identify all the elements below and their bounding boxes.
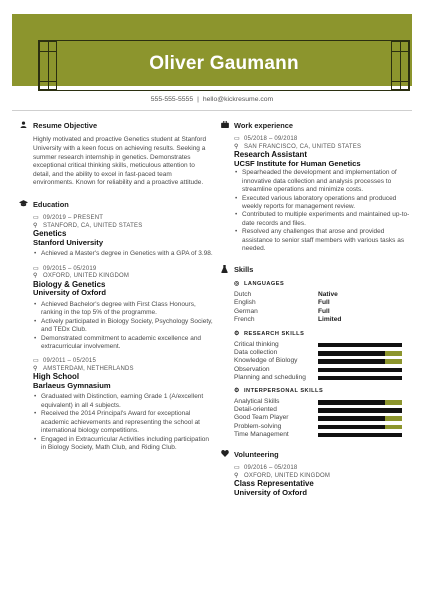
volunteering-title: Volunteering	[234, 450, 279, 460]
volunteer-org: University of Oxford	[234, 488, 307, 498]
languages-heading: ◎ LANGUAGES	[234, 280, 285, 288]
entry-dates: ▭ 09/2016 – 05/2018	[234, 465, 298, 472]
skill-row: Problem-solving	[234, 423, 414, 431]
skill-level-bar	[318, 408, 402, 413]
briefcase-icon	[219, 121, 230, 131]
graduation-cap-icon	[18, 200, 29, 210]
entry-location: ⚲ STANFORD, CA, UNITED STATES	[33, 222, 143, 229]
school: University of Oxford	[33, 288, 106, 298]
bullet: • Contributed to multiple experiments and maintained up-to-date records and files.	[234, 211, 414, 228]
skill-level-bar	[318, 368, 402, 373]
skill-row: Time Management	[234, 431, 414, 439]
skill-row: Analytical Skills	[234, 398, 414, 406]
entry-location: ⚲ SAN FRANCISCO, CA, UNITED STATES	[234, 143, 362, 150]
calendar-icon: ▭	[33, 265, 39, 272]
skill-row: Data collection	[234, 349, 414, 357]
language-row: German Full	[234, 307, 330, 315]
skill-level-bar	[318, 433, 402, 438]
skill-level-bar	[318, 376, 402, 381]
degree: Genetics	[33, 229, 67, 239]
skill-row: Critical thinking	[234, 341, 414, 349]
calendar-icon: ▭	[234, 465, 240, 472]
heart-icon	[219, 450, 230, 460]
location-pin-icon: ⚲	[33, 273, 38, 280]
skill-level-bar	[318, 425, 402, 430]
work-title: Work experience	[234, 121, 294, 131]
skill-level-bar	[318, 416, 402, 421]
entry-dates: ▭ 09/2019 – PRESENT	[33, 215, 104, 222]
calendar-icon: ▭	[33, 215, 39, 222]
header-divider	[12, 110, 412, 111]
entry-dates: ▭ 09/2011 – 05/2015	[33, 358, 97, 365]
education-entry	[33, 266, 213, 352]
entry-dates: ▭ 09/2015 – 05/2019	[33, 265, 97, 272]
skill-level-bar	[318, 400, 402, 405]
entry-bullets	[234, 169, 414, 253]
bullet: • Received the 2014 Principal's Award for exceptional academic achievements and representing the school at international biology competitions.	[33, 410, 213, 435]
right-column	[219, 121, 414, 504]
entry-location: ⚲ AMSTERDAM, NETHERLANDS	[33, 365, 134, 372]
education-title: Education	[33, 200, 69, 210]
employer: UCSF Institute for Human Genetics	[234, 158, 361, 168]
skill-row: Knowledge of Biology	[234, 357, 414, 365]
volunteering-heading	[219, 450, 414, 460]
education-entry	[33, 358, 213, 452]
education-entry	[33, 215, 213, 258]
school: Barlaeus Gymnasium	[33, 381, 111, 391]
volunteer-role: Class Representative	[234, 479, 314, 489]
skills-title: Skills	[234, 265, 254, 275]
person-icon	[18, 121, 29, 131]
bullet: • Achieved a Master's degree in Genetics with a GPA of 3.98.	[33, 250, 213, 258]
skill-level-bar	[318, 343, 402, 348]
globe-icon: ◎	[234, 280, 240, 287]
email: hello@kickresume.com	[202, 96, 274, 103]
language-row: English Full	[234, 299, 330, 307]
left-column	[18, 121, 213, 460]
bullet: • Actively participated in Biology Society, Psychology Society, and TEDx Club.	[33, 318, 213, 335]
bullet: • Engaged in Extracurricular Activities including participation in Biology Society, Math Club, and Riding Club.	[33, 436, 213, 453]
skills-heading	[219, 265, 414, 276]
volunteering-entry	[234, 465, 414, 497]
entry-bullets	[33, 393, 213, 452]
job-role: Research Assistant	[234, 150, 307, 160]
skill-row: Planning and scheduling	[234, 374, 414, 382]
location-pin-icon: ⚲	[33, 222, 38, 229]
work-entry	[234, 136, 414, 253]
calendar-icon: ▭	[33, 358, 39, 365]
school: Stanford University	[33, 238, 104, 247]
bullet: • Graduated with Distinction, earning Grade 1 (A/excellent equivalent) in all 4 subjects.	[33, 393, 213, 410]
research-skills-heading: ⚙ RESEARCH SKILLS	[234, 331, 305, 338]
header-frame	[38, 40, 410, 91]
education-heading	[18, 200, 213, 210]
header-band	[12, 14, 412, 86]
gear-icon: ⚙	[234, 331, 240, 338]
location-pin-icon: ⚲	[234, 472, 239, 479]
degree: Biology & Genetics	[33, 279, 106, 289]
bullet: • Executed various laboratory operations and produced weekly reports for management review.	[234, 195, 414, 212]
entry-dates: ▭ 05/2018 – 09/2018	[234, 136, 298, 143]
language-row: French Limited	[234, 316, 342, 324]
objective-heading	[18, 121, 213, 131]
flask-icon	[219, 265, 230, 276]
entry-location: ⚲ OXFORD, UNITED KINGDOM	[33, 273, 130, 280]
skill-row: Good Team Player	[234, 414, 414, 422]
skill-level-bar	[318, 359, 402, 364]
skill-row: Observation	[234, 366, 414, 374]
bullet: • Resolved any challenges that arose and provided assistance to senior staff members with various tasks as needed.	[234, 228, 414, 253]
work-heading	[219, 121, 414, 131]
bullet: • Demonstrated commitment to academic excellence and extracurricular involvement.	[33, 335, 213, 352]
interpersonal-skills-heading: ⚙ INTERPERSONAL SKILLS	[234, 388, 324, 395]
contact-line	[0, 96, 424, 105]
objective-title: Resume Objective	[33, 121, 98, 131]
bullet: • Spearheaded the development and implementation of innovative data collection and analysis processes to streamline operations and minimize costs.	[234, 169, 414, 194]
gear-icon: ⚙	[234, 388, 240, 395]
contact-separator: |	[197, 96, 199, 103]
calendar-icon: ▭	[234, 136, 240, 143]
language-row: Dutch Native	[234, 290, 338, 298]
entry-bullets	[33, 250, 213, 258]
degree: High School	[33, 372, 80, 382]
objective-text: Highly motivated and proactive Genetics student at Stanford University with a keen focus on achieving results. Seeking a summer research internship in genetics. Demonstrates exceptional critical thinking skills, meticulous attention to detail, and the ability to excel in fast-paced team environments. Known for reliability and a proactive attitude.	[33, 136, 207, 187]
entry-bullets	[33, 301, 213, 352]
entry-location: ⚲ OXFORD, UNITED KINGDOM	[234, 472, 331, 479]
candidate-name: Oliver Gaumann	[149, 53, 299, 74]
skill-row: Detail-oriented	[234, 406, 414, 414]
location-pin-icon: ⚲	[33, 365, 38, 372]
location-pin-icon: ⚲	[234, 143, 239, 150]
bullet: • Achieved Bachelor's degree with First Class Honours, ranking in the top 5% of the programme.	[33, 301, 213, 318]
phone: 555-555-5555	[150, 96, 194, 103]
skill-level-bar	[318, 351, 402, 356]
